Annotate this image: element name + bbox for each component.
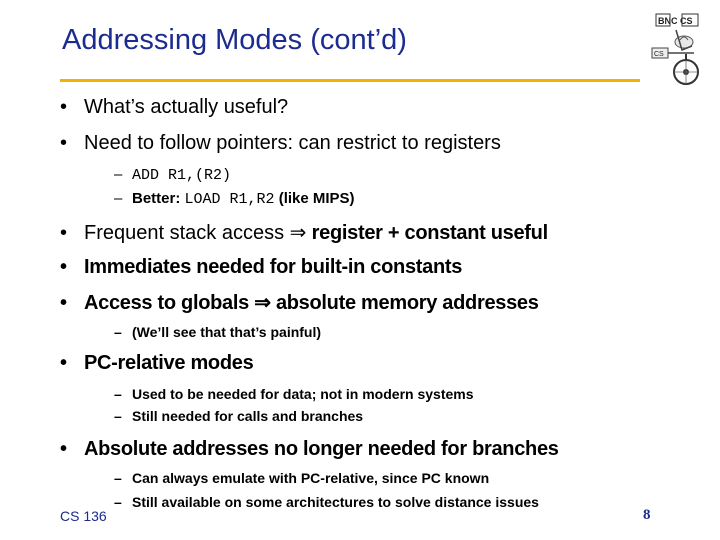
sub-text: Used to be needed for data; not in modern systems xyxy=(132,386,474,402)
bullet-item xyxy=(60,290,539,315)
bullet-text: Immediates needed for built-in constants xyxy=(84,256,463,278)
bullet-item xyxy=(60,220,548,245)
bullet-text: What’s actually useful? xyxy=(84,96,289,118)
bullet-marker: • xyxy=(60,352,67,374)
sub-item xyxy=(114,408,363,424)
dash-marker: – xyxy=(114,386,122,402)
sub-item xyxy=(114,166,231,184)
sub-item xyxy=(114,324,321,340)
bullet-marker: • xyxy=(60,256,67,278)
logo-text-small: CS xyxy=(654,51,664,58)
sub-text: (We’ll see that that’s painful) xyxy=(132,324,322,340)
bullet-text: Need to follow pointers: can restrict to registers xyxy=(84,132,501,154)
slide-title: Addressing Modes (cont’d) xyxy=(62,24,407,56)
bullet-item xyxy=(60,96,288,119)
bullet-text: Frequent stack access xyxy=(84,222,290,244)
bullet-marker: • xyxy=(60,96,68,118)
sub-text: Still needed for calls and branches xyxy=(132,408,364,424)
code-text: LOAD R1,R2 xyxy=(184,191,275,208)
dash-marker: – xyxy=(114,494,122,510)
dash-marker: – xyxy=(114,470,122,486)
sub-text: Still available on some architectures to solve distance issues xyxy=(132,494,539,510)
bullet-item xyxy=(60,352,253,375)
dash-marker: – xyxy=(114,408,122,424)
bullet-marker: • xyxy=(60,132,68,154)
sub-item xyxy=(114,470,489,486)
implies-arrow: ⇒ xyxy=(289,222,307,244)
sub-text: Can always emulate with PC-relative, since PC known xyxy=(132,470,490,486)
course-label: CS 136 xyxy=(60,508,107,524)
bullet-text: Absolute addresses no longer needed for branches xyxy=(84,438,559,460)
bullet-marker: • xyxy=(60,438,67,460)
sub-text-suffix: (like MIPS) xyxy=(274,190,355,207)
title-underline xyxy=(60,79,640,82)
logo-text: BNC CS xyxy=(658,16,693,26)
page-number: 8 xyxy=(643,507,651,523)
implies-arrow: ⇒ xyxy=(254,292,271,314)
sub-item xyxy=(114,386,474,402)
sub-item xyxy=(114,190,355,208)
code-text: ADD R1,(R2) xyxy=(132,167,232,184)
bullet-text: PC-relative modes xyxy=(84,352,254,374)
sub-text-prefix: Better: xyxy=(132,190,185,207)
bullet-item xyxy=(60,256,462,279)
dash-marker: – xyxy=(114,166,123,183)
dash-marker: – xyxy=(114,190,123,207)
dash-marker: – xyxy=(114,324,122,340)
bullet-text-bold: register + constant useful xyxy=(306,222,548,244)
bullet-marker: • xyxy=(60,292,67,314)
bullet-marker: • xyxy=(60,222,68,244)
bullet-item xyxy=(60,132,501,155)
sub-item xyxy=(114,494,539,510)
bullet-text: Access to globals xyxy=(84,292,255,314)
department-logo xyxy=(646,10,710,90)
bullet-item xyxy=(60,438,559,461)
bullet-text: absolute memory addresses xyxy=(270,292,539,314)
